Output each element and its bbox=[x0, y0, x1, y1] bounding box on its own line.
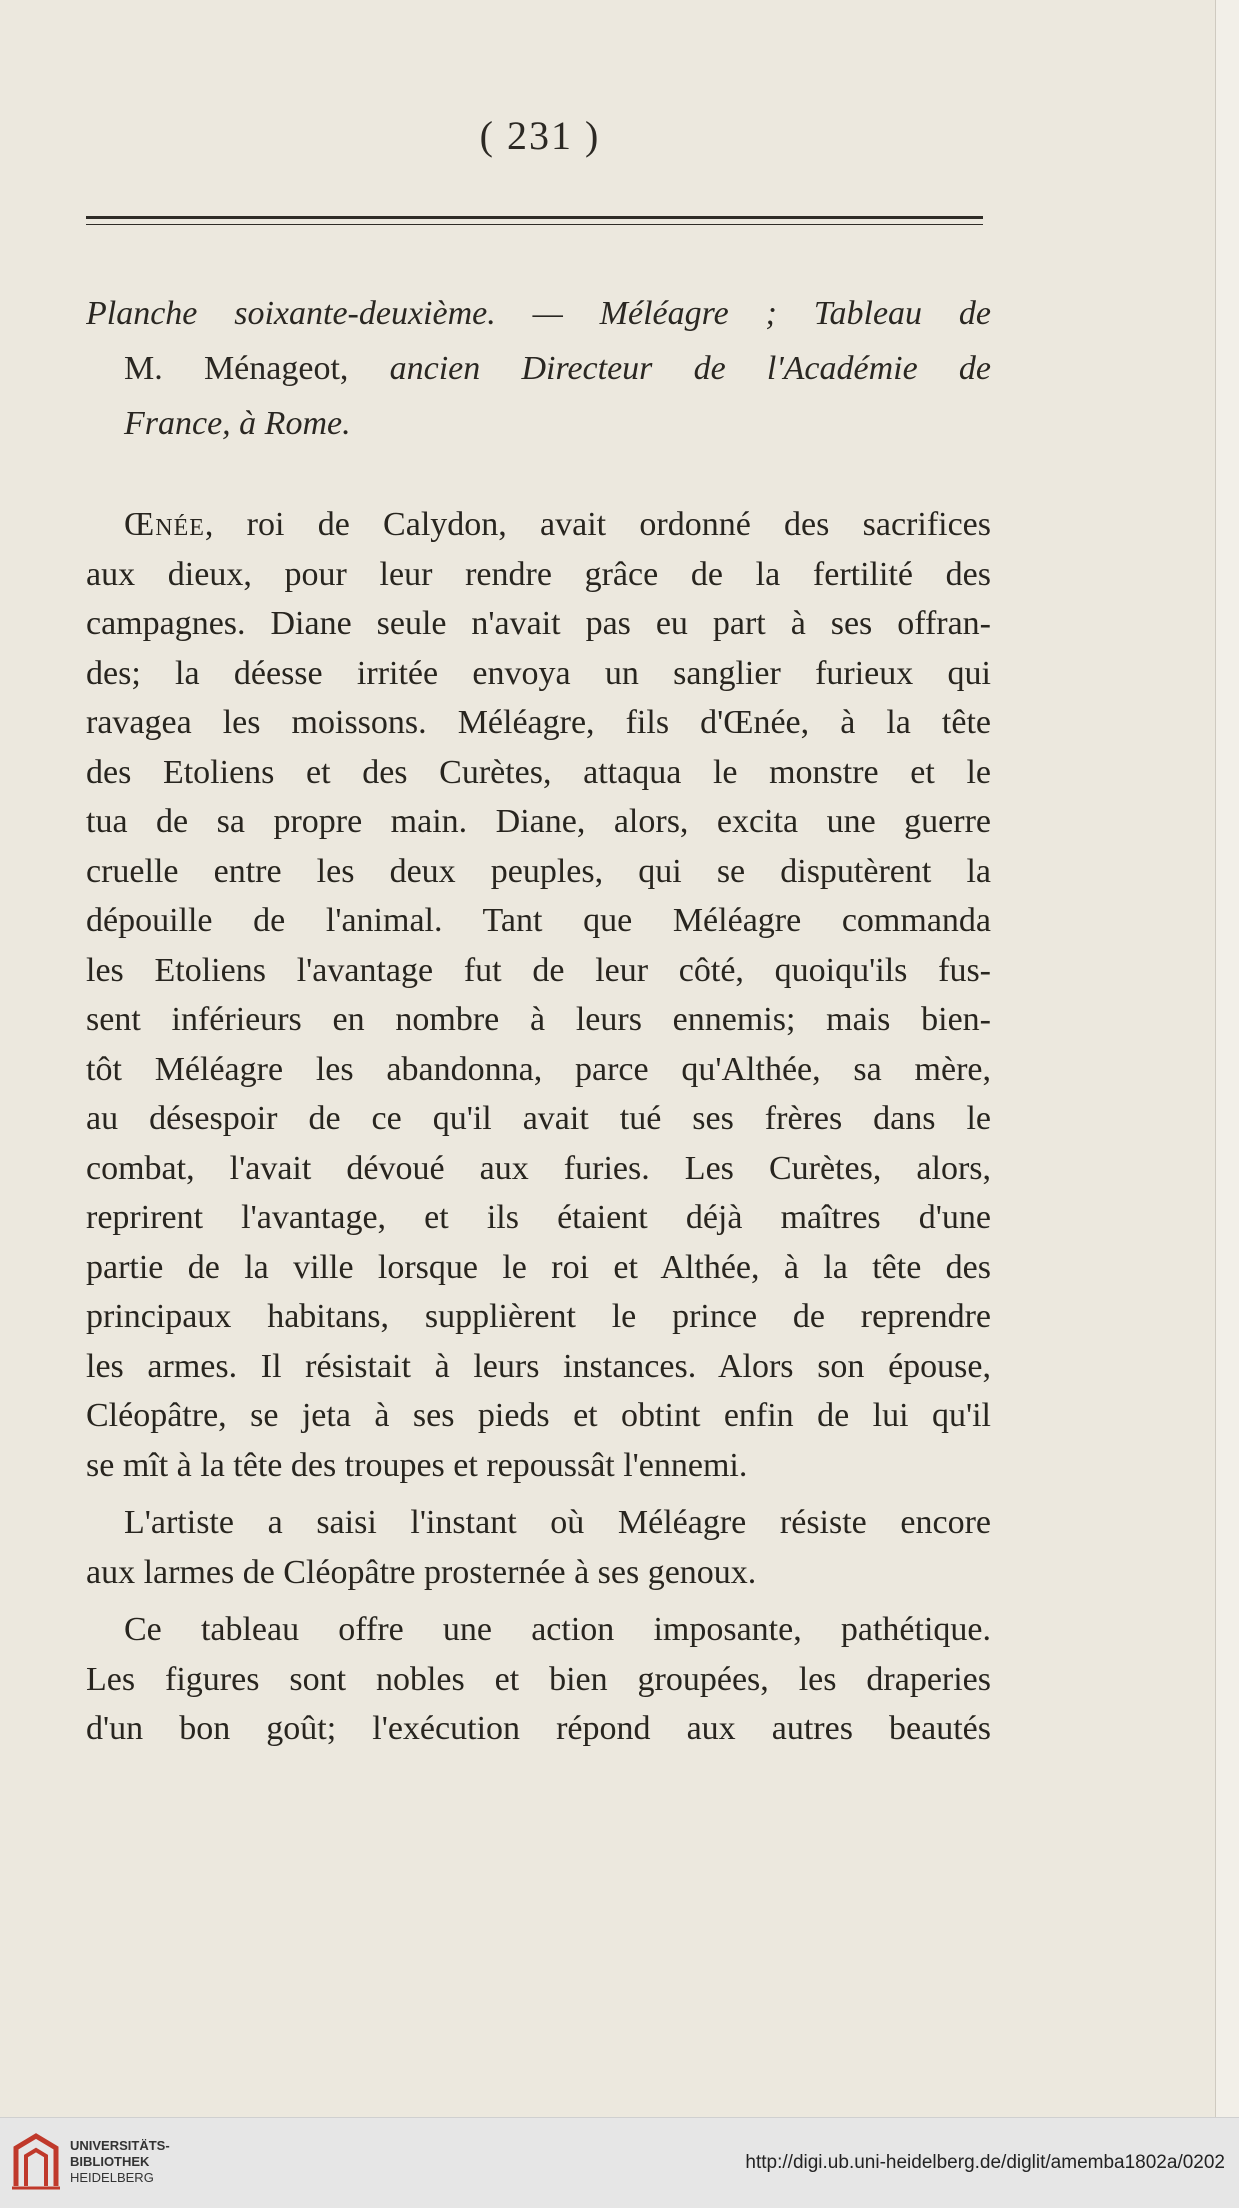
caption-line-1 bbox=[86, 286, 991, 341]
text-line: les Etoliens l'avantage fut de leur côté, quoiqu'ils fus- bbox=[86, 951, 991, 989]
text-line: reprirent l'avantage, et ils étaient déjà maîtres d'une bbox=[86, 1199, 991, 1236]
text-line: partie de la ville lorsque le roi et Althée, à la tête des bbox=[86, 1248, 991, 1286]
plate-caption bbox=[86, 286, 991, 451]
text-line: dépouille de l'animal. Tant que Méléagre commanda bbox=[86, 902, 991, 939]
caption-text: M. Ménageot, bbox=[124, 350, 390, 387]
text-line: aux dieux, pour leur rendre grâce de la fertilité des bbox=[86, 555, 991, 593]
text-line: les armes. Il résistait à leurs instances. Alors son épouse, bbox=[86, 1347, 991, 1385]
page-number: ( 231 ) bbox=[479, 113, 601, 158]
caption-line-2 bbox=[86, 341, 991, 396]
caption-text: ancien Directeur de l'Académie de bbox=[389, 350, 991, 387]
line-text: , roi de Calydon, avait ordonné des sacrifices bbox=[204, 506, 991, 543]
body-text bbox=[86, 500, 991, 1754]
library-name-line-2: BIBLIOTHEK bbox=[70, 2154, 150, 2169]
permalink-url[interactable]: http://digi.ub.uni-heidelberg.de/diglit/amemba1802a/0202 bbox=[745, 2152, 1225, 2173]
text-line: cruelle entre les deux peuples, qui se disputèrent la bbox=[86, 852, 991, 890]
text-line: des; la déesse irritée envoya un sanglier furieux qui bbox=[86, 654, 991, 692]
library-name-line-3: HEIDELBERG bbox=[70, 2170, 154, 2185]
text-line: des Etoliens et des Curètes, attaqua le monstre et le bbox=[86, 753, 991, 791]
caption-line-3 bbox=[86, 396, 991, 451]
text-line: d'un bon goût; l'exécution répond aux autres beautés bbox=[86, 1710, 991, 1747]
text-line: aux larmes de Cléopâtre prosternée à ses genoux. bbox=[86, 1553, 757, 1591]
text-line: combat, l'avait dévoué aux furies. Les Curètes, alors, bbox=[86, 1149, 991, 1187]
paragraph-gap bbox=[86, 1490, 991, 1498]
text-line: tua de sa propre main. Diane, alors, excita une guerre bbox=[86, 803, 991, 840]
text-line bbox=[86, 500, 991, 550]
text-line: principaux habitans, supplièrent le prince de reprendre bbox=[86, 1298, 991, 1335]
text-line: tôt Méléagre les abandonna, parce qu'Althée, sa mère, bbox=[86, 1050, 991, 1088]
caption-text: Planche soixante-deuxième. — Méléagre ; Tableau de bbox=[86, 295, 991, 332]
text-line: se mît à la tête des troupes et repoussât l'ennemi. bbox=[86, 1446, 748, 1484]
header-rule-thin bbox=[86, 224, 983, 225]
text-line: Ce tableau offre une action imposante, pathétique. bbox=[124, 1611, 991, 1648]
text-line: campagnes. Diane seule n'avait pas eu part à ses offran- bbox=[86, 605, 991, 642]
library-name-line-1: UNIVERSITÄTS- bbox=[70, 2138, 170, 2153]
drop-name: Œnée bbox=[124, 506, 205, 543]
header-rule-thick bbox=[86, 216, 983, 219]
text-line: Cléopâtre, se jeta à ses pieds et obtint enfin de lui qu'il bbox=[86, 1397, 991, 1434]
text-line: L'artiste a saisi l'instant où Méléagre résiste encore bbox=[124, 1504, 991, 1541]
text-line: sent inférieurs en nombre à leurs ennemis; mais bien- bbox=[86, 1001, 991, 1038]
header-rule bbox=[86, 216, 983, 228]
caption-text: France, à Rome. bbox=[124, 405, 351, 442]
text-line: Les figures sont nobles et bien groupées, les draperies bbox=[86, 1660, 991, 1698]
paragraph-gap bbox=[86, 1597, 991, 1605]
university-library-logo-icon bbox=[10, 2132, 62, 2192]
page-edge bbox=[1215, 0, 1239, 2117]
library-footer bbox=[0, 2117, 1239, 2208]
library-name bbox=[70, 2138, 170, 2186]
text-line: au désespoir de ce qu'il avait tué ses frères dans le bbox=[86, 1100, 991, 1137]
text-line: ravagea les moissons. Méléagre, fils d'Œnée, à la tête bbox=[86, 704, 991, 741]
